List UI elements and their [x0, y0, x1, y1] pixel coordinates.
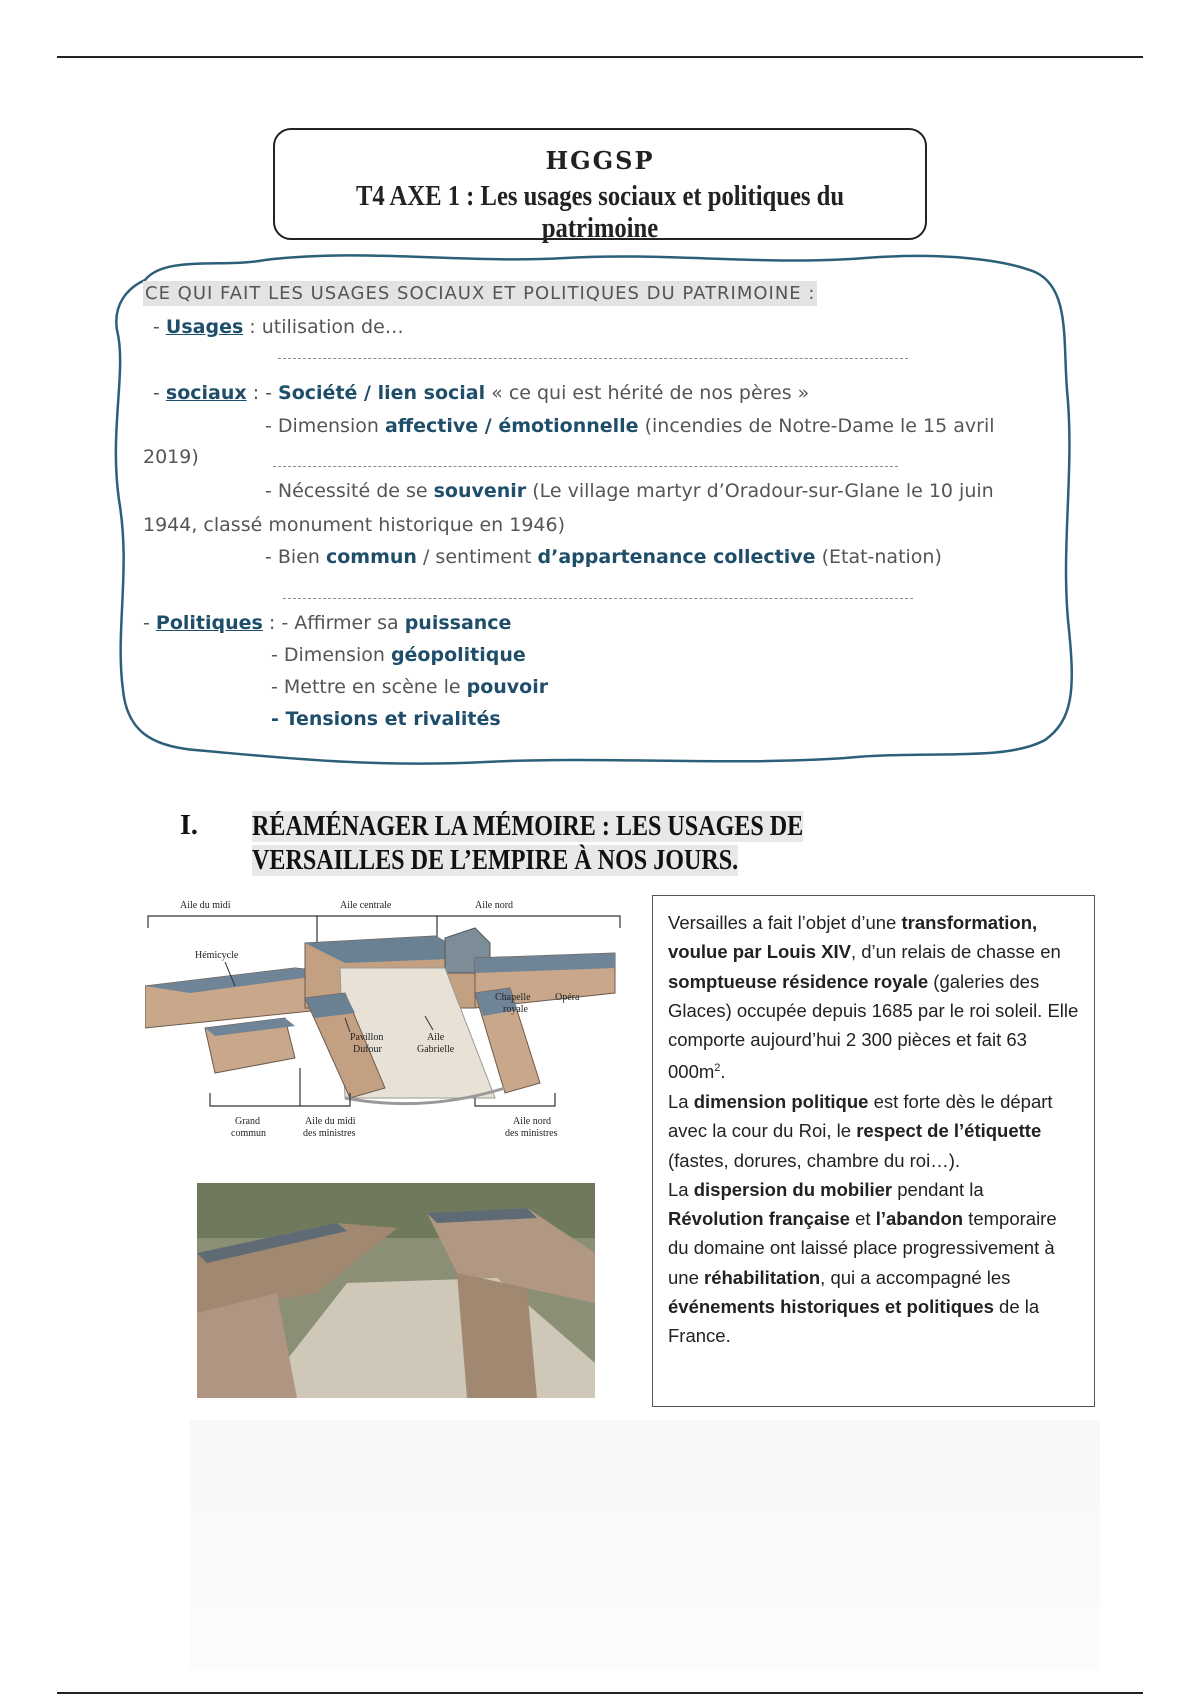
- dashed-line: [273, 466, 898, 467]
- theme-title: T4 AXE 1 : Les usages sociaux et politiques du patrimoine: [355, 181, 845, 244]
- label-opera: Opéra: [555, 992, 580, 1003]
- title-box: [273, 128, 927, 244]
- sociaux-line-2: - Dimension affective / émotionnelle (incendies de Notre-Dame le 15 avril: [265, 415, 995, 437]
- versailles-textbox: Versailles a fait l’objet d’une transformation, voulue par Louis XIV, d’un relais de chasse en somptueuse résidence royale (galeries des Glaces) occupée depuis 1685 par le roi soleil. Elle comporte aujourd’hui 2 300 pièces et fait 63 $000m^2$. La dimension politique est forte dès le départ avec la cour du Roi, le respect de l’étiquette (fastes, dorures, chambre du roi…). La dispersion du mobilier pendant la Révolution française et l’abandon temporaire du domaine ont laissé place progressivement à une réhabilitation, qui a accompagné les événements historiques et politiques de la France.: [652, 895, 1095, 1407]
- label-des-ministres-2: des ministres: [505, 1128, 558, 1139]
- versailles-aerial-photo: [197, 1183, 595, 1398]
- label-royale: royale: [503, 1004, 528, 1015]
- label-aile-midi-ministres: Aile du midi: [305, 1116, 356, 1127]
- usages-line: - Usages : utilisation de…: [153, 316, 404, 338]
- usages-label: Usages: [165, 316, 244, 338]
- top-rule: [57, 56, 1143, 58]
- subject-title: HGGSP: [545, 146, 655, 175]
- label-aile-gabrielle-1: Aile: [427, 1032, 445, 1043]
- notes-heading: CE QUI FAIT LES USAGES SOCIAUX ET POLITIQUES DU PATRIMOINE :: [145, 283, 816, 304]
- label-grand: Grand: [235, 1116, 260, 1127]
- north-wing: [475, 953, 615, 1093]
- label-aile-centrale: Aile centrale: [340, 900, 392, 911]
- sociaux-line-3: - Nécessité de se souvenir (Le village martyr d’Oradour-sur-Glane le 10 juin: [265, 480, 994, 502]
- politiques-line-2: - Dimension géopolitique: [271, 644, 526, 666]
- dashed-line: [278, 358, 908, 359]
- label-dufour: Dufour: [353, 1044, 382, 1055]
- label-pavillon: Pavillon: [350, 1032, 384, 1043]
- sociaux-label: sociaux: [165, 382, 247, 404]
- label-aile-nord-ministres: Aile nord: [513, 1116, 552, 1127]
- sociaux-line-2-cont: 2019): [143, 446, 199, 468]
- bottom-rule: [57, 1692, 1143, 1694]
- section-heading: RÉAMÉNAGER LA MÉMOIRE : LES USAGES DE VERSAILLES DE L’EMPIRE À NOS JOURS.: [252, 811, 804, 876]
- sociaux-line-1: - sociaux : - Société / lien social « ce qui est hérité de nos pères »: [153, 382, 810, 404]
- label-aile-midi: Aile du midi: [180, 900, 231, 911]
- label-aile-gabrielle-2: Gabrielle: [417, 1044, 455, 1055]
- blurred-continuation-area: [190, 1420, 1100, 1670]
- label-aile-nord: Aile nord: [475, 900, 514, 911]
- label-des-ministres-1: des ministres: [303, 1128, 356, 1139]
- section-number: I.: [180, 810, 198, 841]
- dashed-line: [283, 598, 913, 599]
- sociaux-line-4: - Bien commun / sentiment d’appartenance collective (Etat-nation): [265, 546, 942, 568]
- label-chapelle: Chapelle: [495, 992, 531, 1003]
- label-hemicycle: Hémicycle: [195, 950, 239, 961]
- label-commun: commun: [231, 1128, 266, 1139]
- politiques-line-4: - Tensions et rivalités: [271, 708, 501, 730]
- versailles-plan-diagram: [145, 898, 625, 1168]
- politiques-line-3: - Mettre en scène le pouvoir: [271, 676, 549, 698]
- politiques-label: Politiques: [155, 612, 263, 634]
- sociaux-line-3-cont: 1944, classé monument historique en 1946): [143, 514, 566, 536]
- politiques-line-1: - Politiques : - Affirmer sa puissance: [143, 612, 512, 634]
